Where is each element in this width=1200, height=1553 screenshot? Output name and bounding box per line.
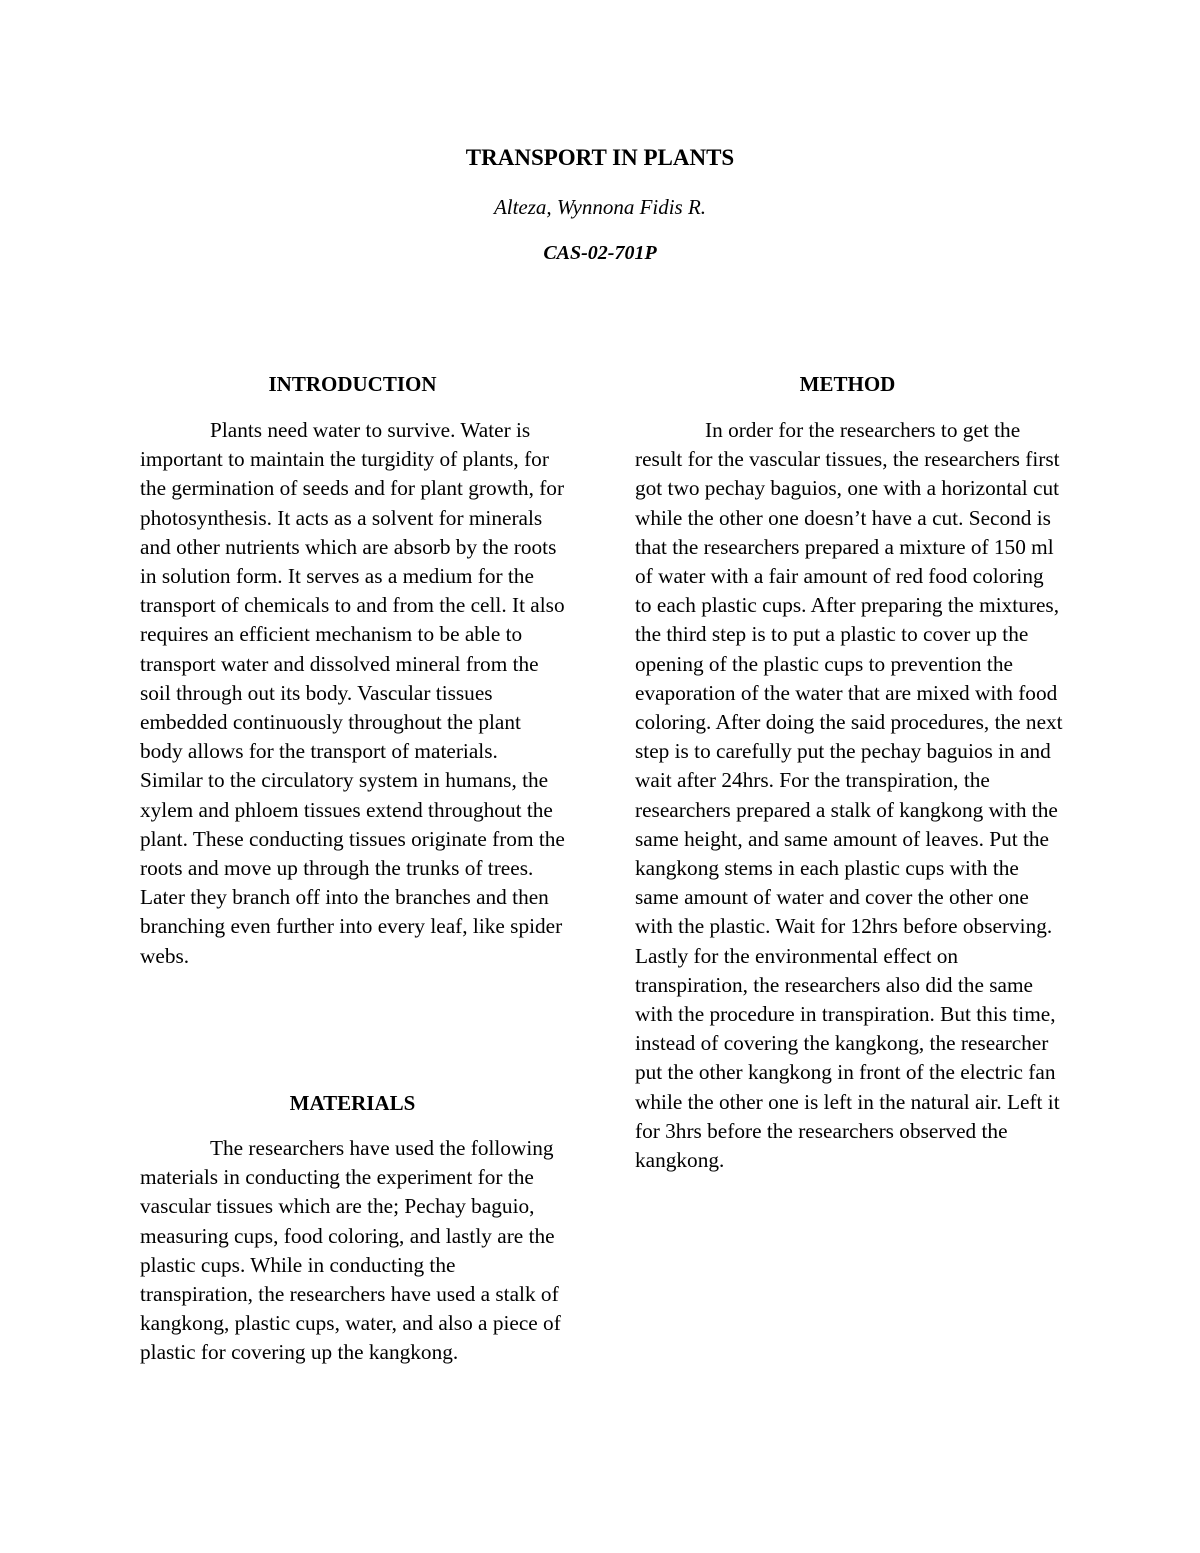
document-title: TRANSPORT IN PLANTS <box>465 145 735 170</box>
section-code: CAS-02-701P <box>543 242 657 264</box>
author-name: Alteza, Wynnona Fidis R. <box>493 195 707 219</box>
method-paragraph: In order for the researchers to get the result for the vascular tissues, the researchers first got two pechay baguios, one with a horizontal cut while the other one doesn’t have a cut. Second is that the researchers prepared a mixture of 150 ml of water with a fair amount of red food coloring to each plastic cups. After preparing the mixtures, the third step is to put a plastic to cover up the opening of the plastic cups to prevention the evaporation of the water that are mixed with food coloring. After doing the said procedures, the next step is to carefully put the pechay baguios in and wait after 24hrs. For the transpiration, the researchers prepared a stalk of kangkong with the same height, and same amount of leaves. Put the kangkong stems in each plastic cups with the same amount of water and cover the other one with the plastic. Wait for 12hrs before observing. Lastly for the environmental effect on transpiration, the researchers also did the same with the procedure in transpiration. But this time, instead of covering the kangkong, the researcher put the other kangkong in front of the electric fan while the other one is left in the natural air. Left it for 3hrs before the researchers observed the kangkong. <box>635 418 1063 1173</box>
materials-paragraph: The researchers have used the following materials in conducting the experiment for the vascular tissues which are the; Pechay baguio, measuring cups, food coloring, and lastly are the plastic cups. While in conducting the transpiration, the researchers have used a stalk of kangkong, plastic cups, water, and also a piece of plastic for covering up the kangkong. <box>140 1136 561 1365</box>
introduction-paragraph: Plants need water to survive. Water is important to maintain the turgidity of plants, for the germination of seeds and for plant growth, for photosynthesis. It acts as a solvent for minerals and other nutrients which are absorb by the roots in solution form. It serves as a medium for the transport of chemicals to and from the cell. It also requires an efficient mechanism to be able to transport water and dissolved mineral from the soil through out its body. Vascular tissues embedded continuously throughout the plant body allows for the transport of materials. Similar to the circulatory system in humans, the xylem and phloem tissues extend throughout the plant. These conducting tissues originate from the roots and move up through the trunks of trees. Later they branch off into the branches and then branching even further into every leaf, like spider webs. <box>140 418 565 968</box>
introduction-heading: INTRODUCTION <box>268 372 437 396</box>
method-heading: METHOD <box>799 372 896 396</box>
materials-heading: MATERIALS <box>289 1091 416 1115</box>
